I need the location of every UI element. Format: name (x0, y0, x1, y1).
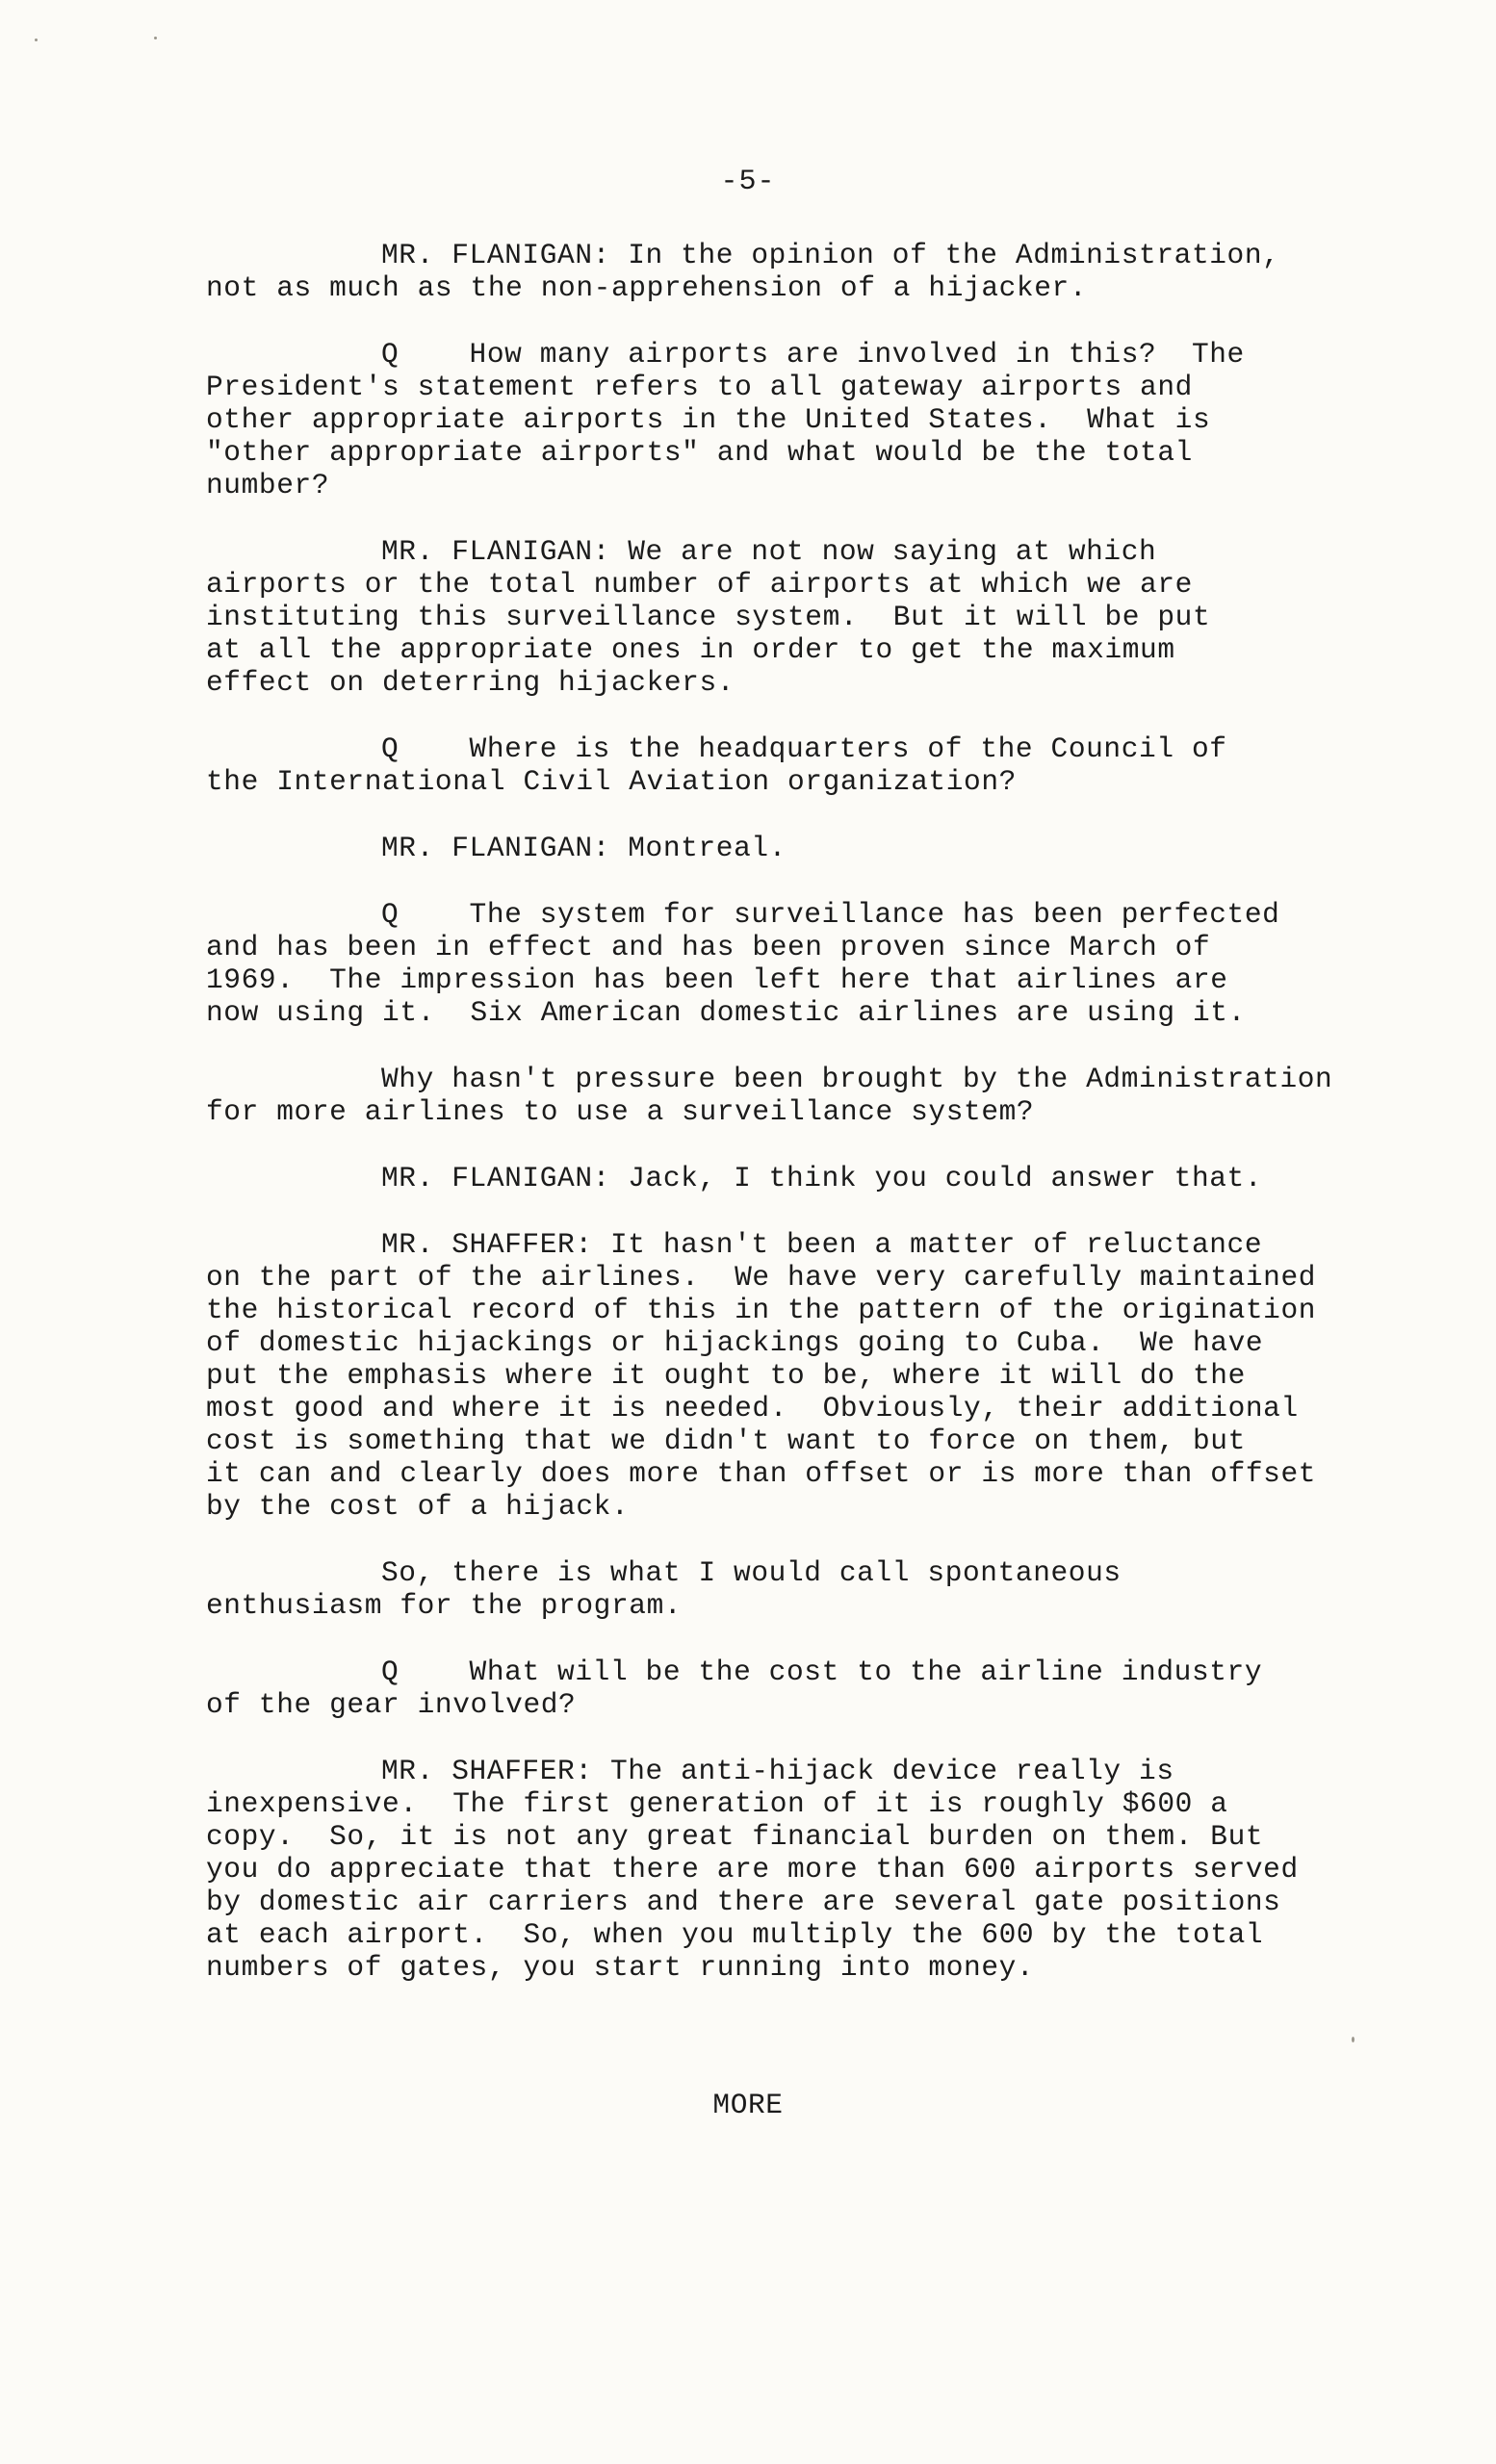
line-text: inexpensive. The first generation of it is roughly $600 a (206, 1787, 1228, 1820)
transcript-line (206, 1457, 1361, 1490)
transcript-line (206, 1951, 1361, 1984)
transcript-line (206, 1918, 1361, 1951)
speaker-label: Q (381, 732, 400, 765)
speaker-spacer (610, 535, 628, 568)
transcript-line (206, 1359, 1361, 1392)
speaker-spacer (399, 338, 469, 371)
line-text: instituting this surveillance system. But it will be put (206, 601, 1211, 633)
line-text: So, there is what I would call spontaneous (381, 1556, 1122, 1589)
transcript-block (206, 732, 1361, 798)
transcript-block (206, 832, 1361, 864)
transcript-line (206, 931, 1361, 963)
speaker-spacer (399, 898, 469, 931)
line-text: It hasn't been a matter of reluctance (609, 1228, 1263, 1261)
speaker-label: MR. SHAFFER: (381, 1228, 593, 1261)
transcript-line (206, 371, 1361, 403)
line-text: copy. So, it is not any great financial burden on them. But (206, 1820, 1264, 1853)
transcript-block (206, 1656, 1361, 1721)
transcript-line (206, 1162, 1361, 1194)
transcript-line (206, 1589, 1361, 1622)
transcript-line (206, 765, 1361, 798)
line-text: you do appreciate that there are more than 600 airports served (206, 1853, 1299, 1886)
line-text: on the part of the airlines. We have very carefully maintained (206, 1261, 1317, 1294)
transcript-line (206, 436, 1361, 469)
speaker-label: MR. SHAFFER: (381, 1755, 593, 1787)
transcript-block (206, 1162, 1361, 1194)
transcript-block (206, 338, 1361, 501)
line-text: How many airports are involved in this? The (469, 338, 1245, 371)
speaker-label: MR. FLANIGAN: (381, 239, 610, 271)
line-text: now using it. Six American domestic airlines are using it. (206, 996, 1246, 1029)
line-text: of the gear involved? (206, 1688, 577, 1721)
speaker-spacer (593, 1228, 610, 1261)
transcript-line (206, 1228, 1361, 1261)
transcript-block (206, 535, 1361, 699)
speaker-spacer (593, 1755, 610, 1787)
line-text: "other appropriate airports" and what would be the total (206, 436, 1193, 469)
transcript-line (206, 996, 1361, 1029)
speaker-spacer (399, 732, 469, 765)
line-text: other appropriate airports in the United States. What is (206, 403, 1211, 436)
transcript-line (206, 1853, 1361, 1886)
speaker-label: MR. FLANIGAN: (381, 535, 610, 568)
line-text: at all the appropriate ones in order to get the maximum (206, 633, 1175, 666)
line-text: effect on deterring hijackers. (206, 666, 735, 699)
transcript-line (206, 1556, 1361, 1589)
transcript-line (206, 403, 1361, 436)
paper-speck (35, 38, 38, 41)
transcript-block (206, 1755, 1361, 1984)
speaker-spacer (610, 239, 628, 271)
speaker-label: Q (381, 1656, 400, 1688)
line-text: most good and where it is needed. Obviously, their additional (206, 1392, 1299, 1424)
line-text: the International Civil Aviation organization? (206, 765, 1017, 798)
line-text: The anti-hijack device really is (609, 1755, 1174, 1787)
speaker-spacer (610, 1162, 628, 1194)
transcript-line (206, 732, 1361, 765)
line-text: enthusiasm for the program. (206, 1589, 683, 1622)
transcript-block (206, 239, 1361, 304)
line-text: 1969. The impression has been left here that airlines are (206, 963, 1228, 996)
line-text: President's statement refers to all gateway airports and (206, 371, 1193, 403)
transcript-block (206, 1228, 1361, 1523)
transcript-block (206, 898, 1361, 1029)
transcript-line (206, 1656, 1361, 1688)
transcript-line (206, 1424, 1361, 1457)
line-text: In the opinion of the Administration, (628, 239, 1280, 271)
line-text: of domestic hijackings or hijackings going to Cuba. We have (206, 1326, 1264, 1359)
speaker-label: MR. FLANIGAN: (381, 832, 610, 864)
line-text: cost is something that we didn't want to force on them, but (206, 1424, 1246, 1457)
speaker-label: MR. FLANIGAN: (381, 1162, 610, 1194)
transcript-line (206, 1095, 1361, 1128)
line-text: Why hasn't pressure been brought by the Administration (381, 1063, 1333, 1095)
line-text: it can and clearly does more than offset or is more than offset (206, 1457, 1317, 1490)
speaker-spacer (399, 1656, 469, 1688)
transcript-line (206, 1063, 1361, 1095)
transcript-line (206, 271, 1361, 304)
line-text: the historical record of this in the pattern of the origination (206, 1294, 1317, 1326)
line-text: and has been in effect and has been proven since March of (206, 931, 1211, 963)
line-text: airports or the total number of airports at which we are (206, 568, 1193, 601)
transcript-line (206, 832, 1361, 864)
speaker-spacer (610, 832, 628, 864)
footer-more: MORE (712, 2089, 784, 2121)
transcript-line (206, 469, 1361, 501)
transcript-block (206, 1556, 1361, 1622)
line-text: by the cost of a hijack. (206, 1490, 630, 1523)
transcript-line (206, 338, 1361, 371)
paper-speck (1352, 2037, 1354, 2042)
transcript-line (206, 601, 1361, 633)
line-text: put the emphasis where it ought to be, where it will do the (206, 1359, 1246, 1392)
transcript-line (206, 666, 1361, 699)
line-text: We are not now saying at which (628, 535, 1157, 568)
line-text: for more airlines to use a surveillance system? (206, 1095, 1035, 1128)
transcript-line (206, 1787, 1361, 1820)
transcript-line (206, 898, 1361, 931)
transcript-line (206, 1261, 1361, 1294)
line-text: not as much as the non-apprehension of a hijacker. (206, 271, 1088, 304)
transcript-line (206, 535, 1361, 568)
line-text: numbers of gates, you start running into money. (206, 1951, 1035, 1984)
transcript-line (206, 1490, 1361, 1523)
transcript-line (206, 1392, 1361, 1424)
transcript-line (206, 239, 1361, 271)
speaker-label: Q (381, 338, 400, 371)
line-text: The system for surveillance has been perfected (469, 898, 1280, 931)
transcript-line (206, 1294, 1361, 1326)
line-text: What will be the cost to the airline industry (469, 1656, 1263, 1688)
line-text: Montreal. (628, 832, 787, 864)
transcript-line (206, 1326, 1361, 1359)
line-text: by domestic air carriers and there are several gate positions (206, 1886, 1281, 1918)
speaker-label: Q (381, 898, 400, 931)
transcript-line (206, 568, 1361, 601)
transcript-line (206, 633, 1361, 666)
line-text: Jack, I think you could answer that. (628, 1162, 1263, 1194)
transcript-line (206, 1688, 1361, 1721)
paper-speck (154, 37, 157, 39)
transcript-block (206, 1063, 1361, 1128)
page-number: -5- (720, 166, 776, 198)
transcript-line (206, 1886, 1361, 1918)
transcript-line (206, 1755, 1361, 1787)
line-text: at each airport. So, when you multiply the 600 by the total (206, 1918, 1264, 1951)
transcript-line (206, 1820, 1361, 1853)
line-text: number? (206, 469, 330, 501)
line-text: Where is the headquarters of the Council of (469, 732, 1227, 765)
transcript-line (206, 963, 1361, 996)
